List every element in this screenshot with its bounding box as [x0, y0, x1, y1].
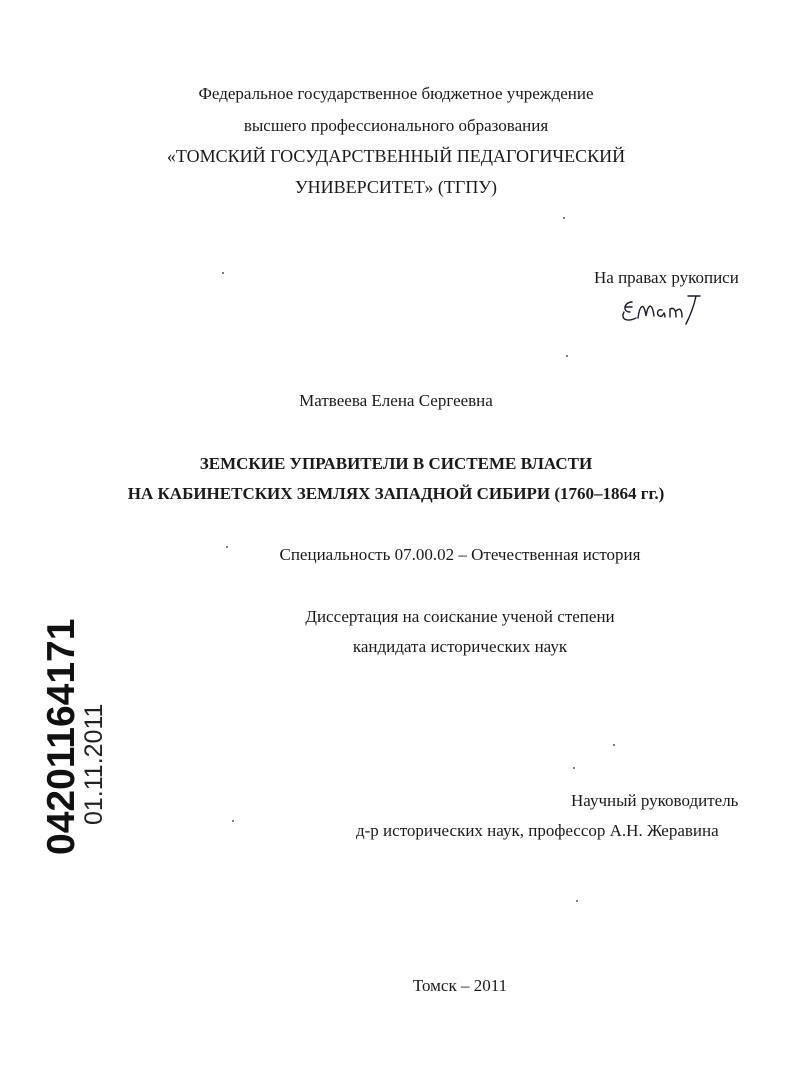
scan-speck	[566, 355, 568, 357]
degree-line-2: кандидата исторических наук	[352, 637, 568, 656]
scan-speck	[222, 272, 224, 274]
author-name: Матвеева Елена Сергеевна	[299, 391, 493, 410]
supervisor-name: д-р исторических наук, профессор А.Н. Жеравина	[356, 821, 719, 840]
place-year: Томск – 2011	[412, 976, 508, 995]
scan-speck	[232, 820, 234, 822]
specialty: Специальность 07.00.02 – Отечественная история	[279, 545, 641, 564]
institution-line-4: УНИВЕРСИТЕТ» (ТГПУ)	[294, 177, 498, 197]
library-stamp-date: 01.11.2011	[80, 703, 108, 825]
dissertation-title-line-2: НА КАБИНЕТСКИХ ЗЕМЛЯХ ЗАПАДНОЙ СИБИРИ (1760–1864 гг.)	[127, 484, 665, 503]
dissertation-title-line-1: ЗЕМСКИЕ УПРАВИТЕЛИ В СИСТЕМЕ ВЛАСТИ	[199, 454, 593, 473]
scan-speck	[613, 744, 615, 746]
author-signature	[618, 290, 718, 330]
institution-line-2: высшего профессионального образования	[243, 116, 549, 135]
scan-speck	[573, 767, 575, 769]
institution-line-1: Федеральное государственное бюджетное учреждение	[198, 84, 594, 103]
manuscript-rights-label: На правах рукописи	[594, 268, 739, 287]
scan-speck	[576, 900, 578, 902]
scan-speck	[226, 546, 228, 548]
supervisor-label: Научный руководитель	[571, 791, 739, 810]
library-stamp-number: 04201164171	[40, 618, 83, 855]
institution-line-3: «ТОМСКИЙ ГОСУДАРСТВЕННЫЙ ПЕДАГОГИЧЕСКИЙ	[166, 146, 626, 166]
scan-speck	[563, 217, 565, 219]
degree-line-1: Диссертация на соискание ученой степени	[305, 607, 615, 626]
